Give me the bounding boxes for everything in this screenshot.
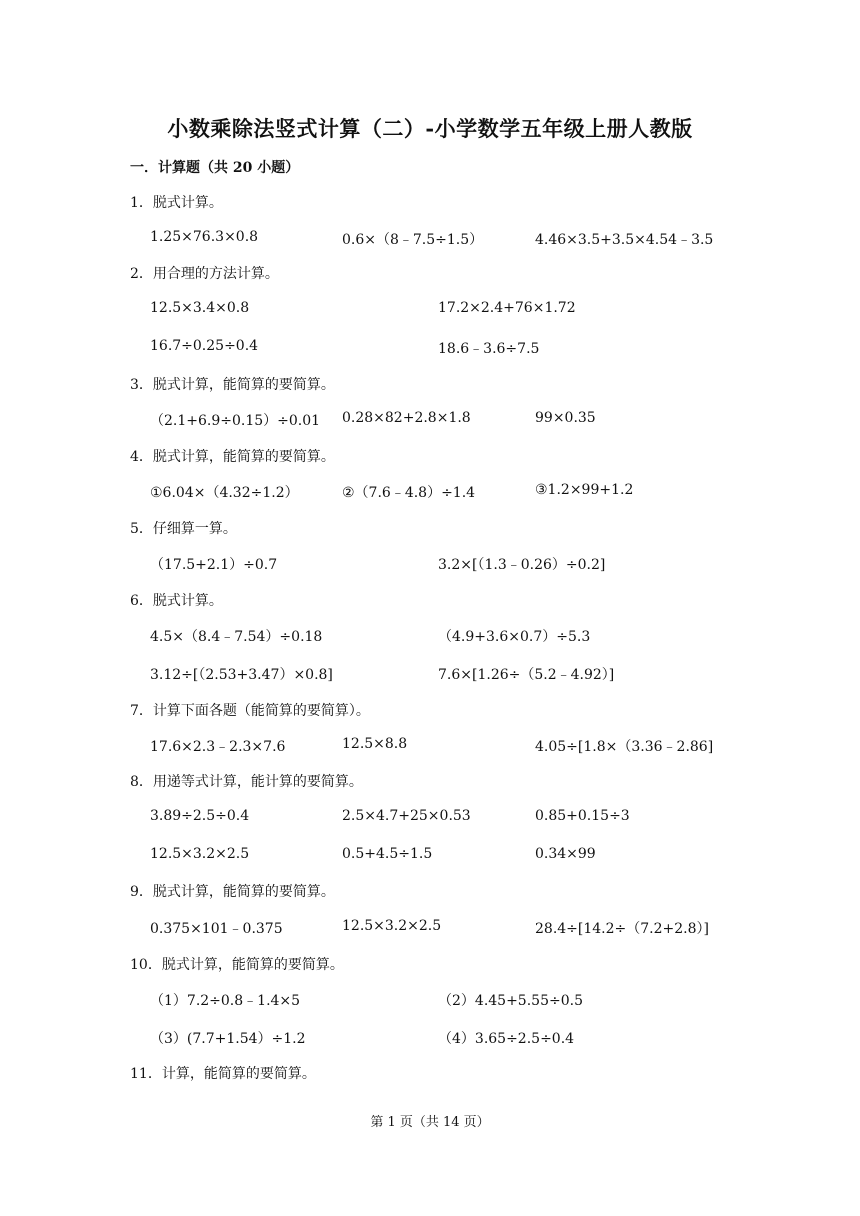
expression: 17.2×2.4+76×1.72 (438, 300, 576, 316)
question-3-label: 3．脱式计算，能简算的要简算。 (130, 377, 335, 393)
expression: 0.85+0.15÷3 (535, 808, 630, 824)
question-2-row-2 (0, 338, 860, 358)
expression: （1）7.2÷0.8﹣1.4×5 (150, 993, 301, 1009)
expression: 2.5×4.7+25×0.53 (342, 808, 471, 824)
section-heading: 一．计算题（共 20 小题） (130, 160, 300, 176)
expression: 0.5+4.5÷1.5 (342, 846, 433, 862)
question-10-row-1 (0, 990, 860, 1010)
expression: ③1.2×99+1.2 (535, 482, 634, 498)
question-10-row-2 (0, 1028, 860, 1048)
expression: ②（7.6﹣4.8）÷1.4 (342, 485, 476, 501)
question-1-row-1 (0, 229, 860, 249)
page-title: 小数乘除法竖式计算（二）-小学数学五年级上册人教版 (167, 116, 693, 141)
expression: ①6.04×（4.32÷1.2） (150, 485, 299, 501)
question-2-label: 2．用合理的方法计算。 (130, 266, 279, 282)
question-2-row-1 (0, 300, 860, 320)
question-3-row-1 (0, 410, 860, 430)
expression: 0.34×99 (535, 846, 596, 862)
question-7-label: 7．计算下面各题（能简算的要简算）。 (130, 703, 370, 719)
expression: 18.6﹣3.6÷7.5 (438, 341, 540, 357)
expression: 3.12÷[（2.53+3.47）×0.8] (150, 667, 333, 683)
question-4-row-1 (0, 482, 860, 502)
expression: （17.5+2.1）÷0.7 (150, 557, 278, 573)
expression: 12.5×3.4×0.8 (150, 300, 250, 316)
expression: 3.89÷2.5÷0.4 (150, 808, 250, 824)
expression: 17.6×2.3﹣2.3×7.6 (150, 739, 286, 755)
expression: 4.5×（8.4﹣7.54）÷0.18 (150, 629, 323, 645)
question-5-label: 5．仔细算一算。 (130, 521, 237, 537)
expression: 7.6×[1.26÷（5.2﹣4.92）] (438, 667, 615, 683)
question-11-label: 11．计算，能简算的要简算。 (130, 1066, 316, 1082)
question-6-row-1 (0, 626, 860, 646)
expression: 12.5×3.2×2.5 (342, 918, 442, 934)
expression: 12.5×8.8 (342, 736, 408, 752)
question-9-label: 9．脱式计算，能简算的要简算。 (130, 884, 335, 900)
expression: 3.2×[（1.3﹣0.26）÷0.2] (438, 557, 606, 573)
expression: 0.28×82+2.8×1.8 (342, 410, 471, 426)
question-8-label: 8．用递等式计算，能计算的要简算。 (130, 774, 363, 790)
expression: 0.6×（8﹣7.5÷1.5） (342, 232, 484, 248)
question-4-label: 4．脱式计算，能简算的要简算。 (130, 449, 335, 465)
question-6-label: 6．脱式计算。 (130, 593, 223, 609)
expression: 4.46×3.5+3.5×4.54﹣3.5 (535, 232, 714, 248)
expression: （4.9+3.6×0.7）÷5.3 (438, 629, 591, 645)
expression: （3）(7.7+1.54）÷1.2 (150, 1031, 306, 1047)
expression: 16.7÷0.25÷0.4 (150, 338, 259, 354)
expression: 4.05÷[1.8×（3.36﹣2.86] (535, 739, 714, 755)
expression: 1.25×76.3×0.8 (150, 229, 259, 245)
expression: 99×0.35 (535, 410, 596, 426)
expression: 0.375×101﹣0.375 (150, 921, 283, 937)
expression: 28.4÷[14.2÷（7.2+2.8）] (535, 921, 709, 937)
expression: 12.5×3.2×2.5 (150, 846, 250, 862)
question-9-row-1 (0, 918, 860, 938)
question-1-label: 1．脱式计算。 (130, 195, 223, 211)
question-8-row-2 (0, 846, 860, 866)
expression: （2.1+6.9÷0.15）÷0.01 (150, 413, 321, 429)
page-footer: 第 1 页（共 14 页） (370, 1115, 490, 1130)
expression: （4）3.65÷2.5÷0.4 (438, 1031, 575, 1047)
expression: （2）4.45+5.55÷0.5 (438, 993, 583, 1009)
question-8-row-1 (0, 808, 860, 828)
question-7-row-1 (0, 736, 860, 756)
question-10-label: 10．脱式计算，能简算的要简算。 (130, 957, 344, 973)
question-6-row-2 (0, 664, 860, 684)
question-5-row-1 (0, 554, 860, 574)
